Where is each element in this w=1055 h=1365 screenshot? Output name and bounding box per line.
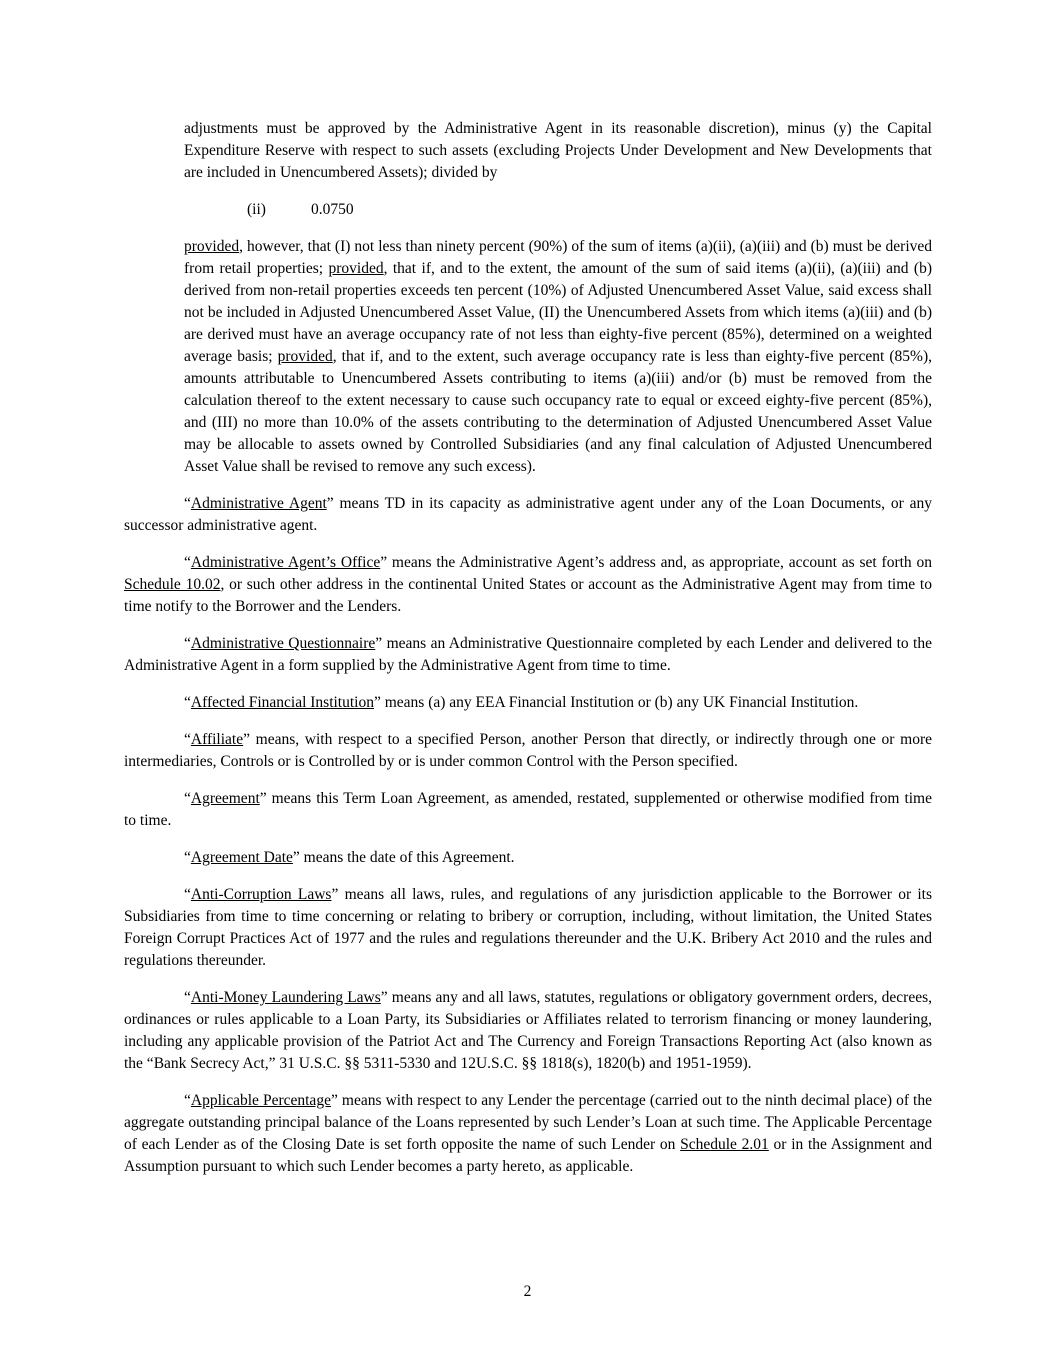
definition-affected-financial-institution: “Affected Financial Institution” means (a) any EEA Financial Institution or (b) any UK Financial Institution. [184,694,859,711]
definition-applicable-percentage: “Applicable Percentage” means with respect to any Lender the percentage (carried out to the ninth decimal place) of the aggregate outstanding principal balance of the Loans represented by such Lender’s Loan at such time. The Applicable Percentage of each Lender as of the Closing Date is set forth opposite the name of such Lender on Schedule 2.01 or in the Assignment and Assumption pursuant to which such Lender becomes a party hereto, as applicable. [124,1092,932,1175]
page-number: 2 [523,1283,532,1300]
definition-affiliate: “Affiliate” means, with respect to a specified Person, another Person that directly, or indirectly through one or more intermediaries, Controls or is Controlled by or is under common Control with the Person specified. [124,731,932,770]
list-item-ii-value: 0.0750 [311,201,354,218]
paragraph-proviso: provided, however, that (I) not less than ninety percent (90%) of the sum of items (a)(ii), (a)(iii) and (b) must be derived from retail properties; provided, that if, and to the extent, the amount of the sum of said items (a)(ii), (a)(iii) and (b) derived from non-retail properties exceeds ten percent (10%) of Adjusted Unencumbered Asset Value, said excess shall not be included in Adjusted Unencumbered Asset Value, (II) the Unencumbered Assets from which items (a)(iii) and (b) are derived must have an average occupancy rate of not less than eighty-five percent (85%), determined on a weighted average basis; provided, that if, and to the extent, such average occupancy rate is less than eighty-five percent (85%), amounts attributable to Unencumbered Assets contributing to items (a)(iii) and/or (b) must be removed from the calculation thereof to the extent necessary to cause such occupancy rate to equal or exceed eighty-five percent (85%), and (III) no more than 10.0% of the assets contributing to the determination of Adjusted Unencumbered Asset Value may be allocable to assets owned by Controlled Subsidiaries (and any final calculation of Adjusted Unencumbered Asset Value shall be revised to remove any such excess). [184,238,932,475]
definition-administrative-agent: “Administrative Agent” means TD in its capacity as administrative agent under any of the Loan Documents, or any successor administrative agent. [124,495,932,534]
definition-administrative-agents-office: “Administrative Agent’s Office” means the Administrative Agent’s address and, as appropriate, account as set forth on Schedule 10.02, or such other address in the continental United States or account as the Administrative Agent may from time to time notify to the Borrower and the Lenders. [124,554,932,615]
paragraph-adjustments: adjustments must be approved by the Administrative Agent in its reasonable discretion), minus (y) the Capital Expenditure Reserve with respect to such assets (excluding Projects Under Development and New Developments that are included in Unencumbered Assets); divided by [184,120,932,181]
definition-administrative-questionnaire: “Administrative Questionnaire” means an Administrative Questionnaire completed by each Lender and delivered to the Administrative Agent in a form supplied by the Administrative Agent from time to time. [124,635,932,674]
definition-anti-money-laundering-laws: “Anti-Money Laundering Laws” means any and all laws, statutes, regulations or obligatory government orders, decrees, ordinances or rules applicable to a Loan Party, its Subsidiaries or Affiliates related to terrorism financing or money laundering, including any applicable provision of the Patriot Act and The Currency and Foreign Transactions Reporting Act (also known as the “Bank Secrecy Act,” 31 U.S.C. §§ 5311-5330 and 12U.S.C. §§ 1818(s), 1820(b) and 1951-1959). [124,989,933,1072]
list-item-ii-label: (ii) [247,201,266,218]
definition-anti-corruption-laws: “Anti-Corruption Laws” means all laws, rules, and regulations of any jurisdiction applicable to the Borrower or its Subsidiaries from time to time concerning or relating to bribery or corruption, including, without limitation, the United States Foreign Corrupt Practices Act of 1977 and the rules and regulations thereunder and the U.K. Bribery Act 2010 and the rules and regulations thereunder. [124,886,932,969]
definition-agreement: “Agreement” means this Term Loan Agreement, as amended, restated, supplemented or otherwise modified from time to time. [124,790,932,829]
document-body [124,118,932,1193]
list-item-ii [247,199,932,221]
definition-agreement-date: “Agreement Date” means the date of this Agreement. [184,849,515,866]
